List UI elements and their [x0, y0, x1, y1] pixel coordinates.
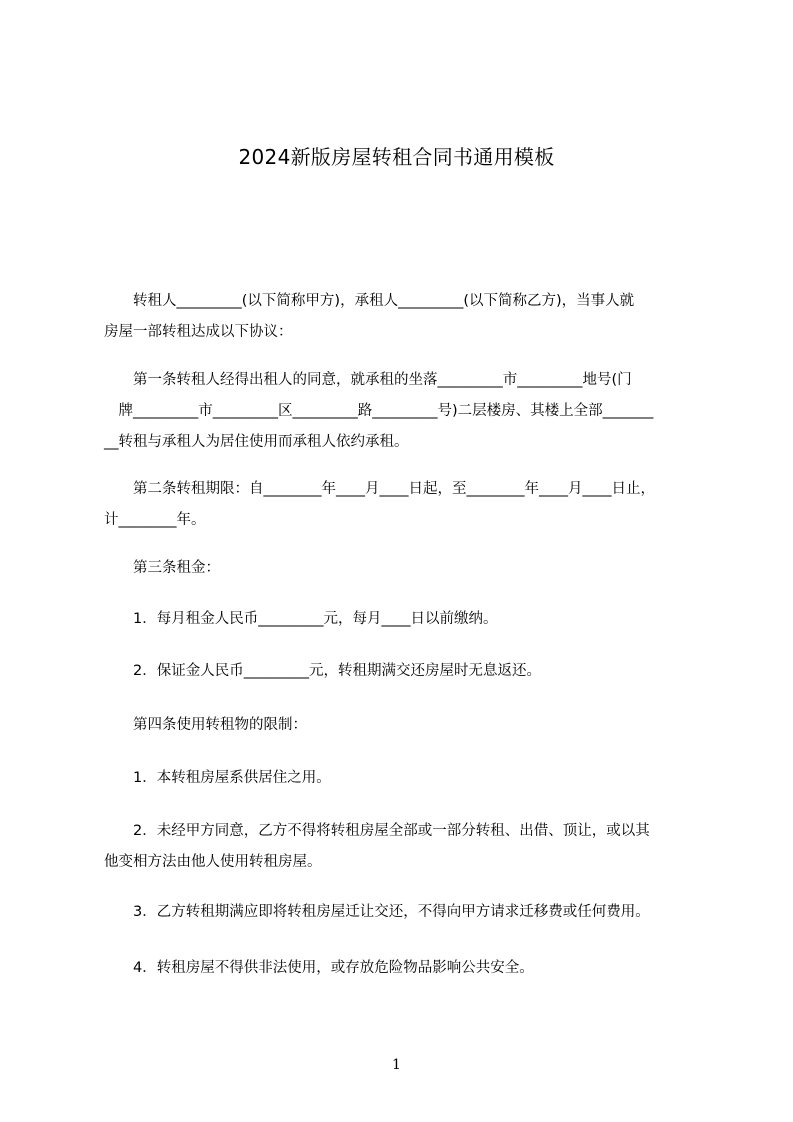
paragraph-line: 他变相方法由他人使用转租房屋。	[104, 854, 322, 870]
paragraph-line: 2．未经甲方同意，乙方不得将转租房屋全部或一部分转租、出借、顶让，或以其	[104, 823, 650, 839]
paragraph-line: 1．每月租金人民币_________元，每月____日以前缴纳。	[104, 611, 498, 627]
paragraph-article-3	[104, 553, 707, 584]
paragraph-line: 计________年。	[104, 512, 206, 528]
paragraph-line: 2．保证金人民币_________元，转租期满交还房屋时无息返还。	[104, 663, 541, 679]
paragraph-rent-1	[104, 604, 707, 635]
paragraph-restriction-2	[104, 816, 707, 878]
paragraph-line: 牌_________市_________区_________路_________号)二层楼房、其楼上全部_______	[104, 403, 654, 419]
paragraph-line: 4．转租房屋不得供非法使用，或存放危险物品影响公共安全。	[104, 960, 534, 976]
paragraph-line: 第三条租金：	[104, 560, 220, 576]
paragraph-restriction-1	[104, 763, 707, 794]
paragraph-line: __转租与承租人为居住使用而承租人依约承租。	[104, 434, 409, 450]
paragraph-line: 第四条使用转租物的限制：	[104, 717, 307, 733]
paragraph-article-4	[104, 710, 707, 741]
page-number: 1	[392, 1057, 401, 1073]
document-title: 2024新版房屋转租合同书通用模板	[238, 145, 555, 169]
paragraph-line: 转租人_________(以下简称甲方)，承租人_________(以下简称乙方)，当事人就	[104, 293, 635, 309]
paragraph-line: 第二条转租期限：自________年____月____日起，至________年____月____日止，	[104, 481, 655, 497]
paragraph-line: 第一条转租人经得出租人的同意，就承租的坐落_________市_________地号(门	[104, 372, 632, 388]
paragraph-rent-2	[104, 656, 707, 687]
paragraph-article-1	[104, 365, 707, 458]
paragraph-article-2	[104, 474, 707, 536]
paragraph-line: 房屋一部转租达成以下协议：	[104, 324, 293, 340]
paragraph-parties	[104, 286, 707, 348]
paragraph-line: 1．本转租房屋系供居住之用。	[104, 770, 331, 786]
paragraph-line: 3．乙方转租期满应即将转租房屋迁让交还，不得向甲方请求迁移费或任何费用。	[104, 904, 650, 920]
paragraph-restriction-3	[104, 897, 707, 928]
paragraph-restriction-4	[104, 953, 707, 984]
